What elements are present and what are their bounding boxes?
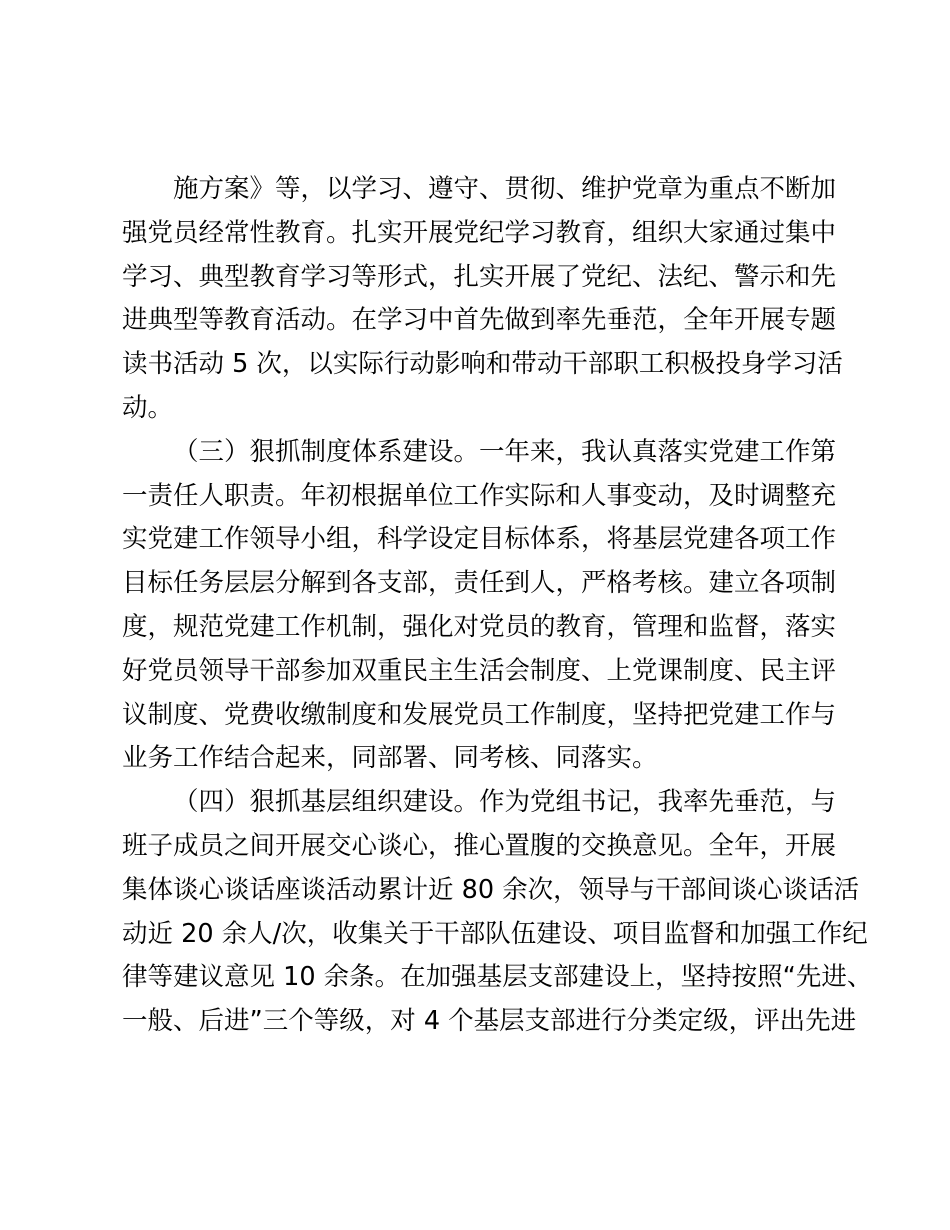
text-line: 读书活动 5 次，以实际行动影响和带动干部职工积极投身学习活 xyxy=(122,349,843,380)
text-line: 动近 20 余人/次，收集关于干部队伍建设、项目监督和加强工作纪 xyxy=(122,918,868,949)
text-line: 实党建工作领导小组，科学设定目标体系，将基层党建各项工作 xyxy=(122,524,837,555)
text-line: 学习、典型教育学习等形式，扎实开展了党纪、法纪、警示和先 xyxy=(122,261,837,292)
text-line: 议制度、党费收缴制度和发展党员工作制度，坚持把党建工作与 xyxy=(122,699,837,730)
text-line: 好党员领导干部参加双重民主生活会制度、上党课制度、民主评 xyxy=(122,655,837,686)
text-line: 业务工作结合起来，同部署、同考核、同落实。 xyxy=(122,743,658,774)
section-heading-line: （四）狠抓基层组织建设。作为党组书记，我率先垂范，与 xyxy=(173,787,837,818)
text-line: 一责任人职责。年初根据单位工作实际和人事变动，及时调整充 xyxy=(122,480,837,511)
text-line: 强党员经常性教育。扎实开展党纪学习教育，组织大家通过集中 xyxy=(122,217,837,248)
text-line: 目标任务层层分解到各支部，责任到人，严格考核。建立各项制 xyxy=(122,568,837,599)
text-line: 施方案》等，以学习、遵守、贯彻、维护党章为重点不断加 xyxy=(173,174,837,204)
text-line: 一般、后进”三个等级，对 4 个基层支部进行分类定级，评出先进 xyxy=(122,1006,857,1037)
body-text xyxy=(122,168,873,1044)
text-line: 动。 xyxy=(122,392,174,423)
text-line: 律等建议意见 10 余条。在加强基层支部建设上，坚持按照“先进、 xyxy=(122,962,873,993)
text-line: 进典型等教育活动。在学习中首先做到率先垂范，全年开展专题 xyxy=(122,305,837,336)
text-line: 集体谈心谈话座谈活动累计近 80 余次，领导与干部间谈心谈话活 xyxy=(122,874,860,905)
text-line: 班子成员之间开展交心谈心，推心置腹的交换意见。全年，开展 xyxy=(122,830,837,861)
text-line: 度，规范党建工作机制，强化对党员的教育，管理和监督，落实 xyxy=(122,611,837,642)
section-heading-line: （三）狠抓制度体系建设。一年来，我认真落实党建工作第 xyxy=(173,436,837,467)
